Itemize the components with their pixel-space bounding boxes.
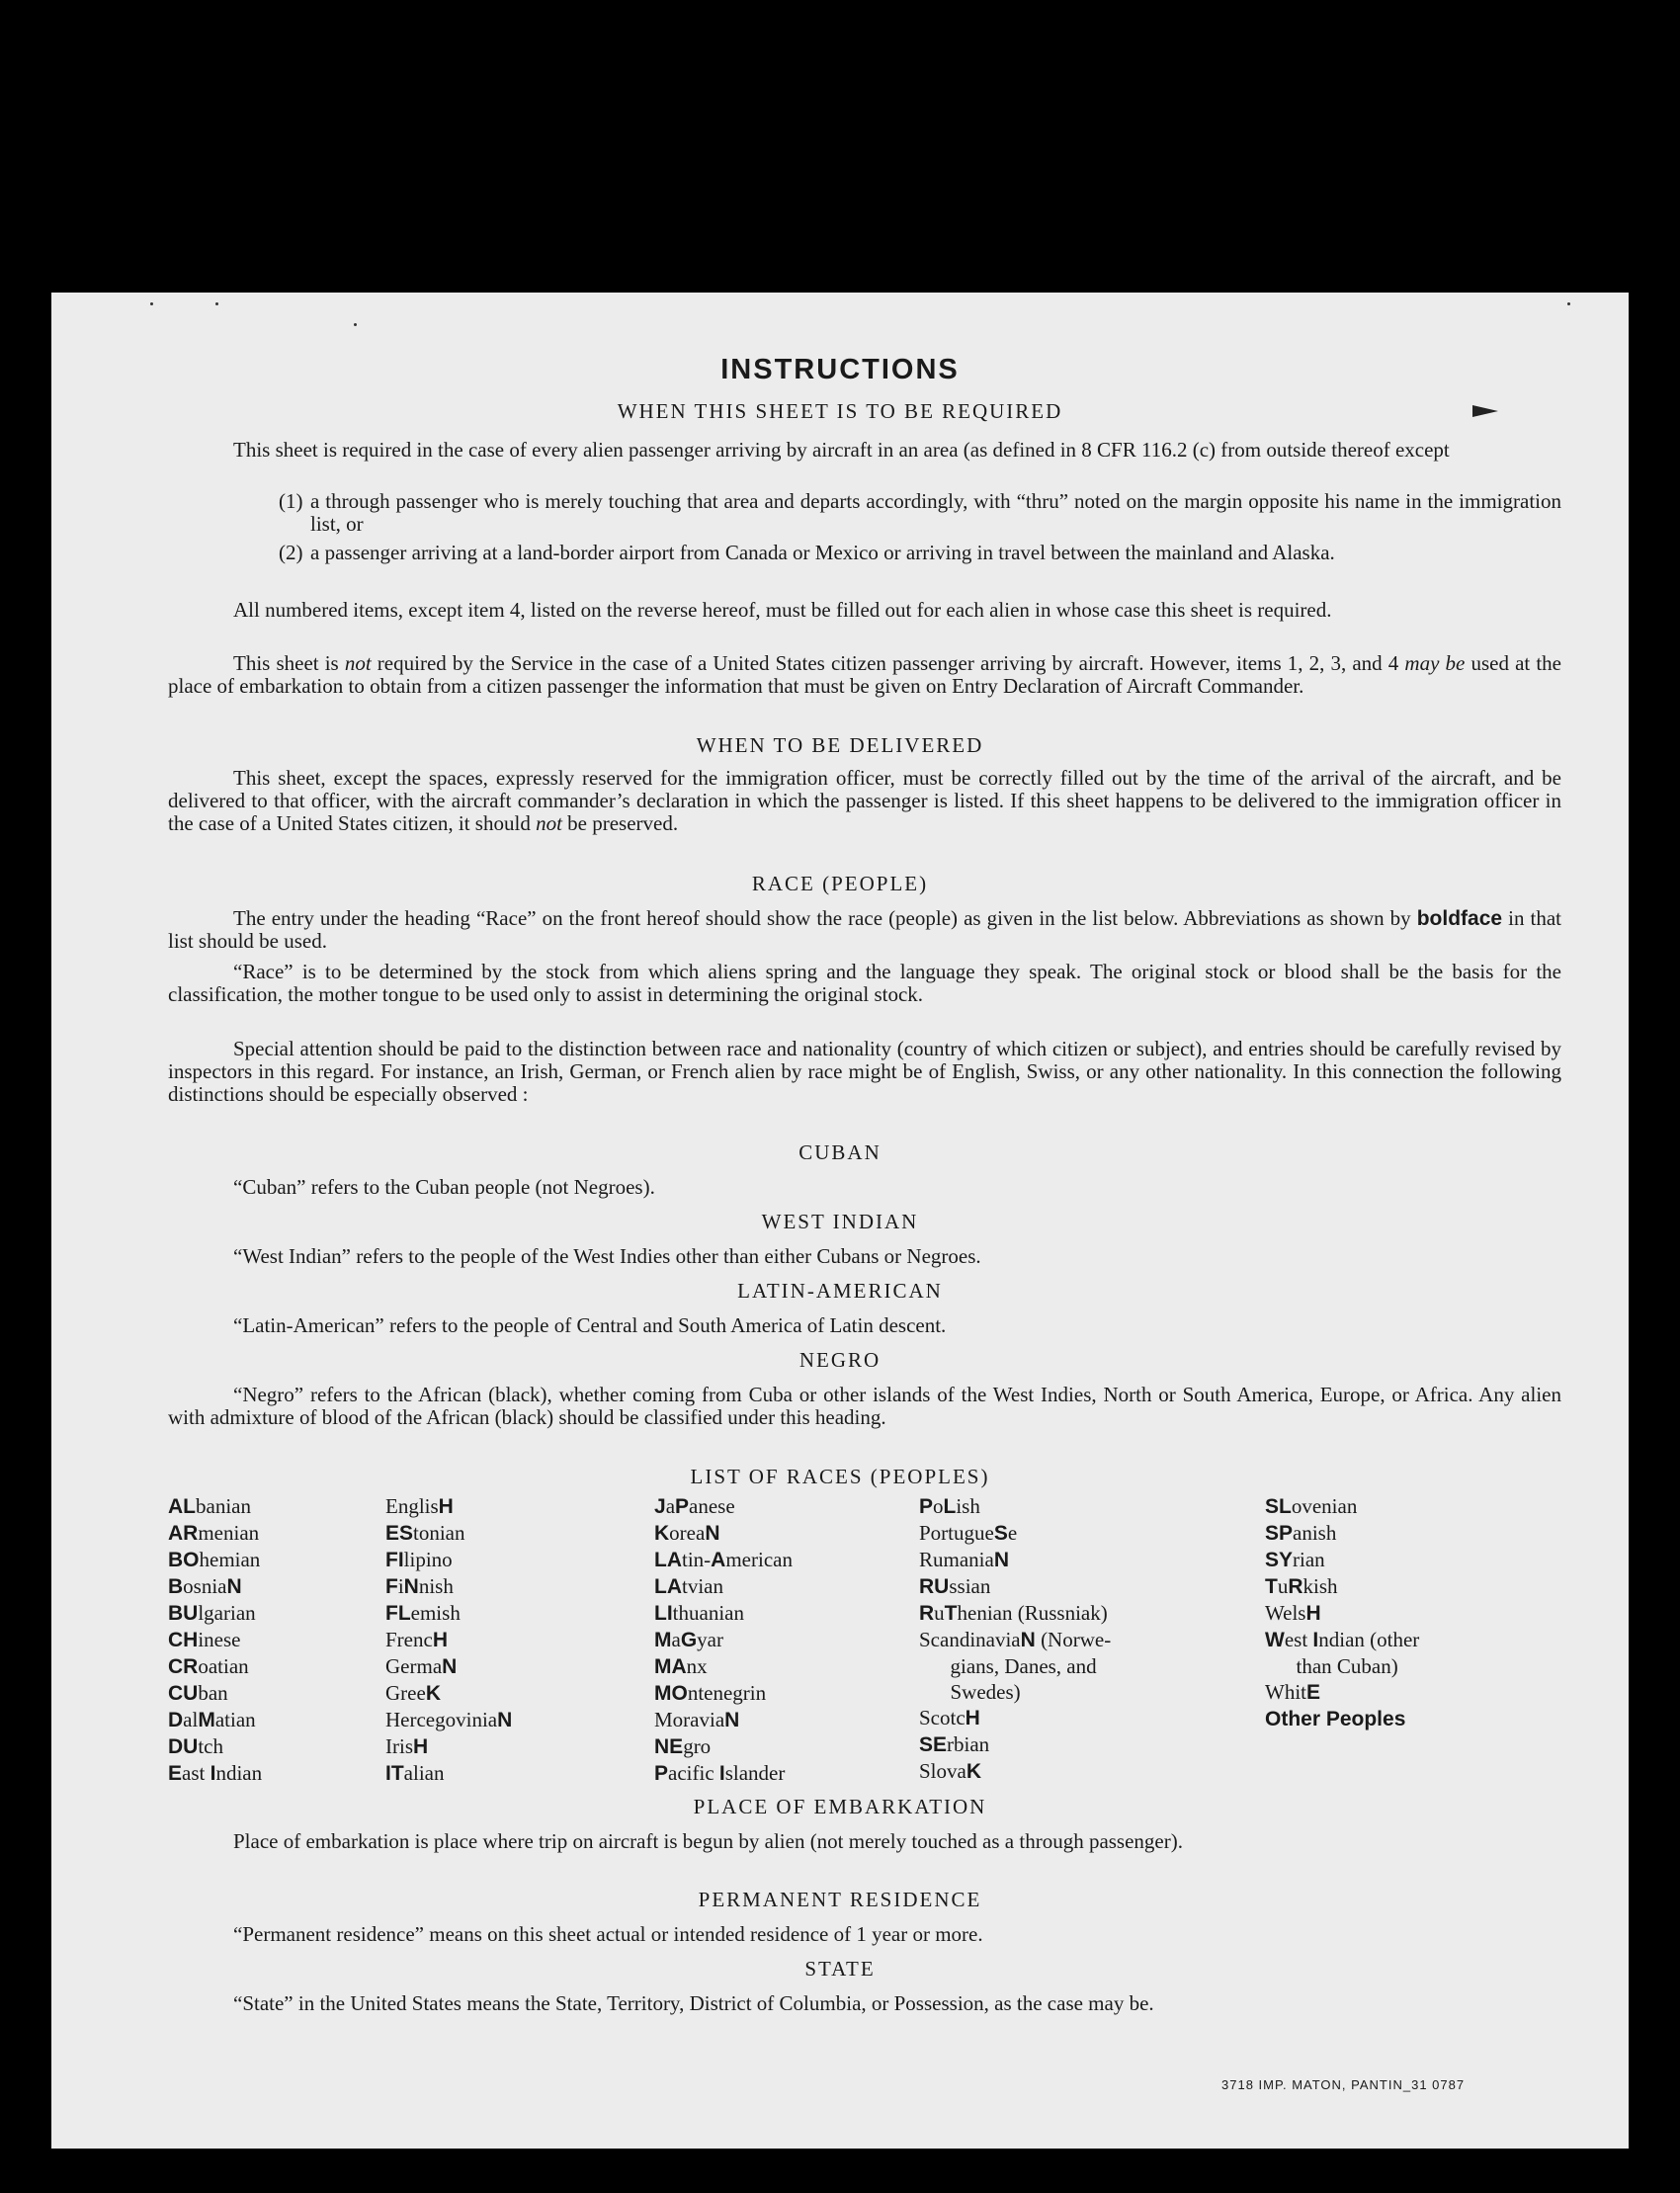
race-entry: ITalian <box>385 1761 445 1785</box>
race-entry: GermaN <box>385 1654 458 1678</box>
race-entry: than Cuban) <box>1265 1654 1398 1678</box>
paragraph-latin-american: “Latin-American” refers to the people of Central and South America of Latin descent. <box>233 1313 947 1337</box>
race-entry: ALbanian <box>168 1494 251 1518</box>
race-entry: MAnx <box>654 1654 708 1678</box>
race-entry: MoraviaN <box>654 1708 740 1731</box>
section-heading-state: STATE <box>804 1957 876 1981</box>
race-entry: LAtin-American <box>654 1548 793 1571</box>
race-entry: KoreaN <box>654 1521 720 1545</box>
race-entry: ScotcH <box>919 1706 980 1729</box>
race-entry: JaPanese <box>654 1494 735 1518</box>
race-entry: NEgro <box>654 1734 712 1758</box>
race-entry: HercegoviniaN <box>385 1708 513 1731</box>
race-entry: DalMatian <box>168 1708 256 1731</box>
paragraph-embarkation: Place of embarkation is place where trip on aircraft is begun by alien (not merely touched as a through passenger). <box>233 1829 1183 1853</box>
race-entry: West Indian (other <box>1265 1628 1420 1651</box>
races-column-1 <box>168 1493 262 1787</box>
race-entry: East Indian <box>168 1761 263 1785</box>
race-entry: CUban <box>168 1681 228 1705</box>
race-entry: SErbian <box>919 1732 990 1756</box>
paragraph-residence: “Permanent residence” means on this sheet actual or intended residence of 1 year or more. <box>233 1922 983 1946</box>
speck <box>354 323 357 326</box>
section-heading-race: RACE (PEOPLE) <box>751 872 929 895</box>
paragraph-citizen: This sheet is not required by the Service in the case of a United States citizen passenger arriving by aircraft. However, items 1, 2, 3, and 4 may be used at the place of embarkation to obtain from a citizen passenger the information that must be given on Entry Declaration of Aircraft Commander. <box>168 651 1561 698</box>
race-entry: FLemish <box>385 1601 461 1625</box>
section-heading-cuban: CUBAN <box>798 1140 882 1164</box>
race-entry: EnglisH <box>385 1494 454 1518</box>
section-heading-residence: PERMANENT RESIDENCE <box>698 1888 982 1911</box>
section-heading-when-required: WHEN THIS SHEET IS TO BE REQUIRED <box>617 399 1063 423</box>
section-heading-embarkation: PLACE OF EMBARKATION <box>693 1795 987 1818</box>
race-entry: ScandinaviaN (Norwe- <box>919 1628 1112 1651</box>
paragraph-delivered: This sheet, except the spaces, expressly reserved for the immigration officer, must be correctly filled out by the time of the arrival of the aircraft, and be delivered to that officer, with the aircraft commander’s declaration in which the passenger is listed. If this sheet happens to be delivered to the immigration officer in the case of a United States citizen, it should not be preserved. <box>168 766 1561 835</box>
race-entry: DUtch <box>168 1734 223 1758</box>
paragraph-numbered-items: All numbered items, except item 4, listed on the reverse hereof, must be filled out for each alien in whose case this sheet is required. <box>233 598 1332 622</box>
race-entry: SlovaK <box>919 1759 982 1783</box>
race-entry: WhitE <box>1265 1680 1321 1704</box>
race-entry: BUlgarian <box>168 1601 256 1625</box>
exception-item-2 <box>279 541 1561 564</box>
race-entry: gians, Danes, and <box>919 1654 1097 1678</box>
item-number: (1) <box>279 489 303 513</box>
races-column-5 <box>1265 1493 1419 1732</box>
race-entry: FIlipino <box>385 1548 453 1571</box>
races-column-4 <box>919 1493 1111 1785</box>
race-entry: SPanish <box>1265 1521 1337 1545</box>
section-heading-when-delivered: WHEN TO BE DELIVERED <box>696 733 984 757</box>
race-entry: CHinese <box>168 1628 241 1651</box>
paragraph-race-stock: “Race” is to be determined by the stock from which aliens spring and the language they speak. The original stock or blood shall be the basis for the classification, the mother tongue to be used only to assist in determining the original stock. <box>168 960 1561 1006</box>
race-entry: FrencH <box>385 1628 448 1651</box>
race-entry: SYrian <box>1265 1548 1325 1571</box>
paragraph-negro: “Negro” refers to the African (black), whether coming from Cuba or other islands of the West Indies, North or South America, Europe, or Africa. Any alien with admixture of blood of the African (black) should be classified under this heading. <box>168 1383 1561 1429</box>
item-text: a through passenger who is merely touching that area and departs accordingly, with “thru” noted on the margin opposite his name in the immigration list, or <box>310 489 1561 536</box>
race-entry: Other Peoples <box>1265 1708 1406 1730</box>
race-entry: RUssian <box>919 1574 991 1598</box>
race-entry: GreeK <box>385 1681 441 1705</box>
race-entry: RuThenian (Russniak) <box>919 1601 1108 1625</box>
race-entry: BOhemian <box>168 1548 261 1571</box>
race-entry: Swedes) <box>919 1680 1021 1704</box>
races-column-2 <box>385 1493 512 1787</box>
races-column-3 <box>654 1493 793 1787</box>
printer-code: 3718 IMP. MATON, PANTIN_31 0787 <box>1221 2077 1466 2092</box>
speck <box>215 302 218 305</box>
race-entry: CRoatian <box>168 1654 249 1678</box>
race-entry: Pacific Islander <box>654 1761 786 1785</box>
race-entry: PortugueSe <box>919 1521 1018 1545</box>
paragraph-cuban: “Cuban” refers to the Cuban people (not Negroes). <box>233 1175 655 1199</box>
race-entry: LAtvian <box>654 1574 723 1598</box>
race-entry: FiNnish <box>385 1574 454 1598</box>
race-entry: TuRkish <box>1265 1574 1338 1598</box>
race-entry: IrisH <box>385 1734 429 1758</box>
paragraph-race-entry: The entry under the heading “Race” on the front hereof should show the race (people) as given in the list below. Abbreviations as shown by boldface in that list should be used. <box>168 906 1561 953</box>
section-heading-negro: NEGRO <box>798 1348 882 1372</box>
page-title: INSTRUCTIONS <box>720 354 960 385</box>
section-heading-races-list: LIST OF RACES (PEOPLES) <box>690 1465 990 1488</box>
race-entry: RumaniaN <box>919 1548 1009 1571</box>
race-entry: MOntenegrin <box>654 1681 767 1705</box>
section-heading-west-indian: WEST INDIAN <box>761 1210 919 1233</box>
exception-item-1 <box>279 489 1561 536</box>
document-sheet <box>51 293 1629 2149</box>
paragraph-race-nationality: Special attention should be paid to the distinction between race and nationality (country of which citizen or subject), and entries should be carefully revised by inspectors in this regard. For instance, an Irish, German, or French alien by race might be of English, Swiss, or any other nationality. In this connection the following distinctions should be especially observed : <box>168 1037 1561 1106</box>
paragraph-state: “State” in the United States means the State, Territory, District of Columbia, or Possession, as the case may be. <box>233 1991 1154 2015</box>
race-entry: PoLish <box>919 1494 980 1518</box>
paragraph-west-indian: “West Indian” refers to the people of the West Indies other than either Cubans or Negroes. <box>233 1244 981 1268</box>
race-entry: LIthuanian <box>654 1601 744 1625</box>
race-entry: WelsH <box>1265 1601 1321 1625</box>
race-entry: ARmenian <box>168 1521 260 1545</box>
section-heading-latin-american: LATIN-AMERICAN <box>737 1279 943 1303</box>
race-entry: SLovenian <box>1265 1494 1358 1518</box>
race-entry: MaGyar <box>654 1628 723 1651</box>
paragraph-required-intro: This sheet is required in the case of every alien passenger arriving by aircraft in an area (as defined in 8 CFR 116.2 (c) from outside thereof except <box>233 438 1450 462</box>
item-text: a passenger arriving at a land-border airport from Canada or Mexico or arriving in travel between the mainland and Alaska. <box>310 541 1335 564</box>
item-number: (2) <box>279 541 303 564</box>
race-entry: EStonian <box>385 1521 465 1545</box>
race-entry: BosniaN <box>168 1574 242 1598</box>
speck <box>1567 302 1570 305</box>
speck <box>150 302 153 305</box>
